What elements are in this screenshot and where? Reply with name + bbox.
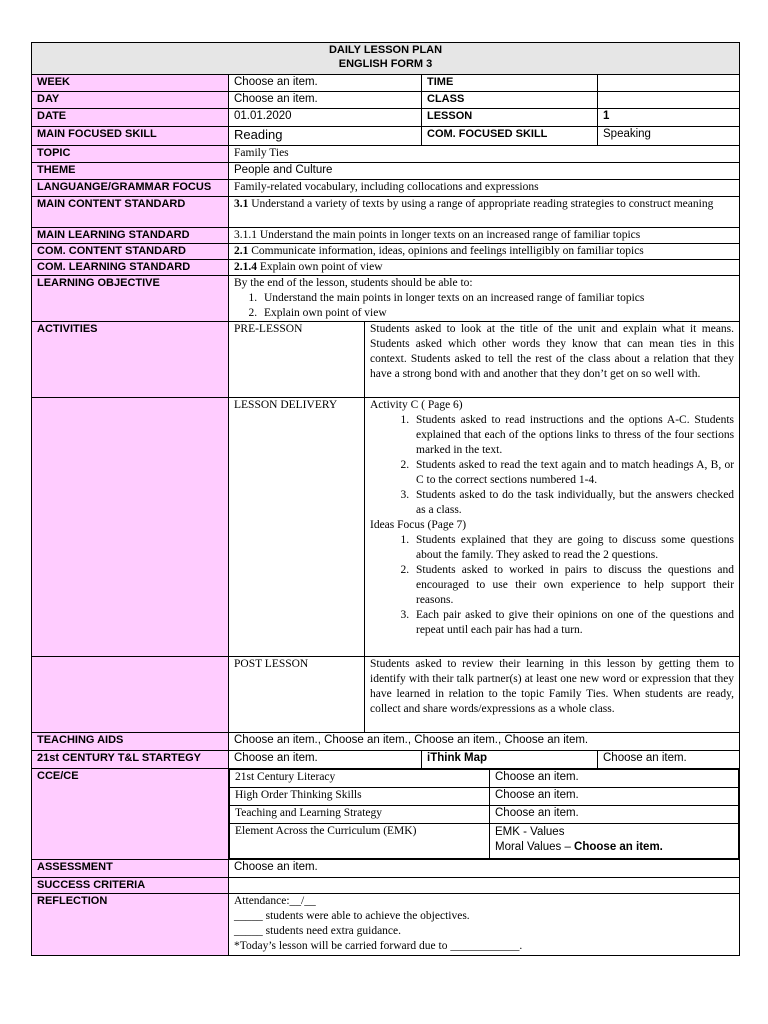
activities-label: ACTIVITIES	[32, 322, 229, 398]
week-value[interactable]: Choose an item.	[229, 75, 422, 92]
ideas-item: 1. Students explained that they are going to discuss some questions about the family. They asked to read the 2 questions.	[412, 533, 734, 563]
reflection-attendance: Attendance:__/__	[234, 895, 316, 907]
cce-item-hots: High Order Thinking Skills	[230, 788, 490, 806]
main-content-code: 3.1	[234, 198, 249, 210]
success-label: SUCCESS CRITERIA	[32, 878, 229, 894]
emk-values: EMK - Values	[495, 826, 565, 838]
cce-table	[229, 769, 739, 859]
main-skill-label: MAIN FOCUSED SKILL	[32, 127, 229, 146]
activity-c-item: 1. Students asked to read instructions and the options A-C. Students explained that each of the options links to thress of the four sections marked in the text.	[412, 413, 734, 458]
ideas-focus-heading: Ideas Focus (Page 7)	[370, 519, 467, 531]
ideas-item: 2. Students asked to worked in pairs to discuss the questions and encouraged to use their own experience to help support their reasons.	[412, 563, 734, 608]
theme-label: THEME	[32, 163, 229, 180]
main-learning-value: 3.1.1 Understand the main points in longer texts on an increased range of familiar topics	[229, 228, 740, 244]
document-subtitle: ENGLISH FORM 3	[338, 58, 433, 70]
objective-value	[229, 276, 740, 322]
moral-values-label: Moral Values –	[495, 841, 575, 853]
day-value[interactable]: Choose an item.	[229, 92, 422, 109]
activity-c-item: 2. Students asked to read the text again and to match headings A, B, or C to the correct sections numbered 1-4.	[412, 458, 734, 488]
teaching-aids-value[interactable]: Choose an item., Choose an item., Choose an item., Choose an item.	[229, 733, 740, 751]
lesson-label: LESSON	[422, 109, 598, 127]
main-content-value	[229, 197, 740, 228]
com-content-code: 2.1	[234, 245, 249, 257]
document-header	[32, 43, 740, 75]
activity-c-heading: Activity C ( Page 6)	[370, 399, 463, 411]
main-content-text: Understand a variety of texts by using a range of appropriate reading strategies to construct meaning	[248, 198, 714, 210]
ithink-value[interactable]: Choose an item.	[598, 751, 740, 769]
document-title: DAILY LESSON PLAN	[328, 44, 443, 56]
com-skill-value[interactable]: Speaking	[598, 127, 740, 146]
strategy-value[interactable]: Choose an item.	[229, 751, 422, 769]
moral-values-select[interactable]: Choose an item.	[574, 841, 663, 853]
assessment-value[interactable]: Choose an item.	[229, 860, 740, 878]
cce-item-literacy: 21st Century Literacy	[230, 770, 490, 788]
success-value[interactable]	[229, 878, 740, 894]
activity-c-item: 3. Students asked to do the task individually, but the answers checked as a class.	[412, 488, 734, 518]
cce-item-emk: Element Across the Curriculum (EMK)	[230, 824, 490, 859]
grammar-value: Family-related vocabulary, including collocations and expressions	[229, 180, 740, 197]
teaching-aids-label: TEACHING AIDS	[32, 733, 229, 751]
cce-block	[229, 769, 740, 860]
activities-label-end	[32, 657, 229, 733]
activities-label-continued	[32, 398, 229, 657]
com-skill-label: COM. FOCUSED SKILL	[422, 127, 598, 146]
topic-label: TOPIC	[32, 146, 229, 163]
post-lesson-label: POST LESSON	[229, 657, 365, 733]
com-content-value	[229, 244, 740, 260]
com-learning-code: 2.1.4	[234, 261, 257, 273]
cce-item-emk-value	[490, 824, 739, 859]
reflection-value	[229, 894, 740, 956]
date-value[interactable]: 01.01.2020	[229, 109, 422, 127]
cce-item-tls: Teaching and Learning Strategy	[230, 806, 490, 824]
ideas-item: 3. Each pair asked to give their opinions on one of the questions and repeat until each pair has had a turn.	[412, 608, 734, 638]
day-label: DAY	[32, 92, 229, 109]
reflection-line: *Today’s lesson will be carried forward due to ____________.	[234, 940, 523, 952]
pre-lesson-text: Students asked to look at the title of the unit and explain what it means. Students asked which other words they know that can mean ties in this context. Students asked to tell the rest of the class about a relation that they have a strong bond with and another that they don’t get on so well with.	[365, 322, 740, 398]
com-learning-value	[229, 260, 740, 276]
date-label: DATE	[32, 109, 229, 127]
main-content-label: MAIN CONTENT STANDARD	[32, 197, 229, 228]
ithink-label: iThink Map	[422, 751, 598, 769]
assessment-label: ASSESSMENT	[32, 860, 229, 878]
time-value[interactable]	[598, 75, 740, 92]
reflection-line: _____ students need extra guidance.	[234, 925, 402, 937]
topic-value: Family Ties	[229, 146, 740, 163]
class-value[interactable]	[598, 92, 740, 109]
reflection-line: _____ students were able to achieve the objectives.	[234, 910, 470, 922]
cce-item-hots-value[interactable]: Choose an item.	[490, 788, 739, 806]
strategy-label: 21st CENTURY T&L STARTEGY	[32, 751, 229, 769]
objective-label: LEARNING OBJECTIVE	[32, 276, 229, 322]
cce-item-tls-value[interactable]: Choose an item.	[490, 806, 739, 824]
objective-item: 2. Explain own point of view	[260, 306, 734, 321]
reflection-label: REFLECTION	[32, 894, 229, 956]
com-content-text: Communicate information, ideas, opinions and feelings intelligibly on familiar topics	[248, 245, 644, 257]
post-lesson-text: Students asked to review their learning in this lesson by getting them to identify with their talk partner(s) at least one new word or expression that they have learned in relation to the topic Family Ties. When students are ready, collect and share words/expressions as a whole class.	[365, 657, 740, 733]
objective-item: 1. Understand the main points in longer texts on an increased range of familiar topics	[260, 291, 734, 306]
time-label: TIME	[422, 75, 598, 92]
cce-item-literacy-value[interactable]: Choose an item.	[490, 770, 739, 788]
com-learning-text: Explain own point of view	[257, 261, 383, 273]
week-label: WEEK	[32, 75, 229, 92]
cce-label: CCE/CE	[32, 769, 229, 860]
class-label: CLASS	[422, 92, 598, 109]
objective-intro: By the end of the lesson, students should be able to:	[234, 277, 473, 289]
lesson-plan-table	[31, 42, 740, 956]
main-learning-label: MAIN LEARNING STANDARD	[32, 228, 229, 244]
lesson-delivery-text	[365, 398, 740, 657]
com-content-label: COM. CONTENT STANDARD	[32, 244, 229, 260]
grammar-label: LANGUANGE/GRAMMAR FOCUS	[32, 180, 229, 197]
lesson-value[interactable]: 1	[598, 109, 740, 127]
pre-lesson-label: PRE-LESSON	[229, 322, 365, 398]
lesson-delivery-label: LESSON DELIVERY	[229, 398, 365, 657]
theme-value: People and Culture	[229, 163, 740, 180]
com-learning-label: COM. LEARNING STANDARD	[32, 260, 229, 276]
main-skill-value[interactable]: Reading	[229, 127, 422, 146]
